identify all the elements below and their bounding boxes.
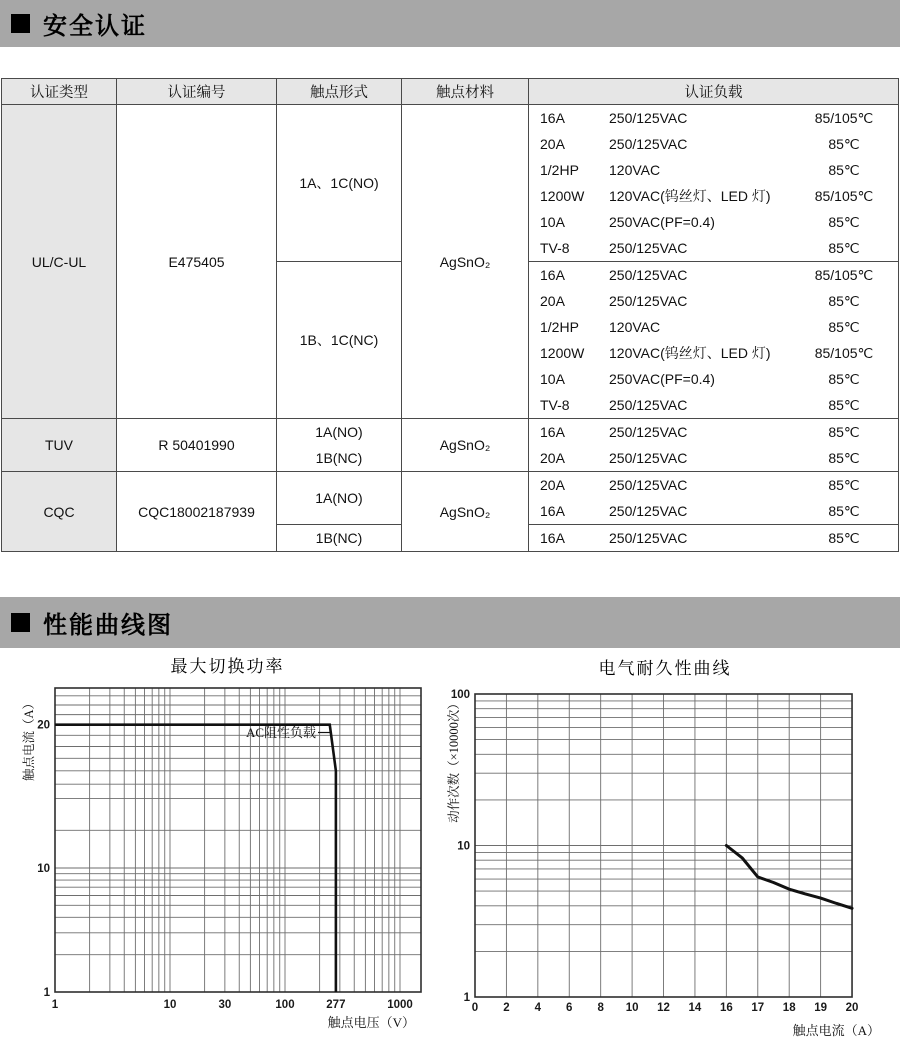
contact-form-cqc-no: 1A(NO) [277,472,402,525]
contact-form-ul-no: 1A、1C(NO) [277,105,402,262]
section-marker-square-icon [11,613,30,632]
load-voltage: 250VAC(PF=0.4) [609,214,715,230]
certification-table [1,78,899,552]
section-marker-square-icon [11,14,30,33]
load-line [529,209,898,235]
load-current: 10A [540,371,565,387]
load-voltage: 250/125VAC [609,530,688,546]
x-tick-label: 18 [782,1002,796,1014]
load-temp: 85℃ [828,449,860,466]
header-cert-number: 认证编号 [117,79,277,105]
header-contact-material: 触点材料 [402,79,529,105]
load-line [529,288,898,314]
load-list [529,105,898,261]
load-line [529,183,898,209]
load-current: 1200W [540,345,585,361]
load-current: 16A [540,503,565,519]
load-cell-tuv [529,419,899,472]
table-row [2,472,899,525]
load-current: 1/2HP [540,162,579,178]
load-line [529,314,898,340]
load-voltage: 250/125VAC [609,477,688,493]
y-tick-label: 10 [37,863,50,875]
x-tick-label: 1 [51,999,59,1011]
load-line [529,340,898,366]
load-line [529,262,898,288]
cert-type-ul: UL/C-UL [2,105,117,419]
load-list [529,525,898,551]
x-tick-label: 0 [471,1002,479,1014]
electrical-endurance-chart [440,676,900,1036]
cert-type-tuv: TUV [2,419,117,472]
load-line [529,366,898,392]
load-temp: 85℃ [828,318,860,335]
x-tick-label: 10 [625,1002,639,1014]
load-voltage: 250/125VAC [609,450,688,466]
load-temp: 85℃ [828,529,860,546]
x-tick-label: 277 [326,999,346,1011]
load-cell-ul-nc [529,262,899,419]
load-current: 20A [540,450,565,466]
load-current: 1/2HP [540,319,579,335]
chart-title-electrical-endurance: 电气耐久性曲线 [598,659,732,678]
load-voltage: 250/125VAC [609,503,688,519]
ac-resistive-load-curve [55,725,336,992]
x-tick-label: 1000 [387,999,413,1011]
load-line [529,235,898,261]
contact-form-tuv-nc: 1B(NC) [315,450,363,466]
load-line [529,157,898,183]
load-temp: 85℃ [828,239,860,256]
x-tick-label: 6 [566,1002,573,1014]
header-cert-load: 认证负载 [529,79,899,105]
cert-number-cqc: CQC18002187939 [117,472,277,552]
load-voltage: 120VAC(钨丝灯、LED 灯) [609,345,771,361]
load-voltage: 120VAC [609,162,661,178]
x-tick-label: 16 [719,1002,733,1014]
y-tick-label: 1 [463,992,470,1004]
load-voltage: 120VAC(钨丝灯、LED 灯) [609,188,771,204]
load-temp: 85/105℃ [814,266,874,283]
grid [475,694,852,997]
load-voltage: 250/125VAC [609,240,688,256]
header-contact-form: 触点形式 [277,79,402,105]
load-temp: 85℃ [828,161,860,178]
load-voltage: 250/125VAC [609,397,688,413]
contact-form-ul-nc: 1B、1C(NC) [277,262,402,419]
load-temp: 85℃ [828,476,860,493]
x-tick-label: 4 [534,1002,542,1014]
load-temp: 85/105℃ [814,187,874,204]
load-list [529,262,898,418]
x-tick-label: 12 [657,1002,670,1014]
load-current: 16A [540,267,565,283]
header-cert-type: 认证类型 [2,79,117,105]
contact-form-tuv-no: 1A(NO) [315,424,363,440]
cert-number-tuv: R 50401990 [117,419,277,472]
contact-form-cqc-nc: 1B(NC) [277,525,402,552]
contact-form-tuv [277,419,402,472]
y-tick-label: 20 [37,719,50,732]
x-axis-label-contact-current: 触点电流（A） [792,1023,880,1038]
contact-material-ul: AgSnO₂ [402,105,529,419]
load-cell-ul-no [529,105,899,262]
load-line [529,498,898,524]
load-voltage: 250/125VAC [609,136,688,152]
x-tick-label: 8 [597,1002,604,1014]
load-temp: 85/105℃ [814,344,874,361]
y-tick-label: 10 [457,840,470,853]
load-line [529,392,898,418]
table-row [2,105,899,262]
load-voltage: 250/125VAC [609,293,688,309]
load-line [529,525,898,551]
load-line [529,419,898,445]
load-current: 20A [540,136,565,152]
x-tick-label: 30 [218,999,232,1011]
load-current: 20A [540,293,565,309]
load-cell-cqc-no [529,472,899,525]
load-current: 16A [540,110,565,126]
section-title-safety: 安全认证 [43,13,147,40]
load-current: TV-8 [540,240,570,256]
contact-material-tuv: AgSnO₂ [402,419,529,472]
table-row [2,419,899,472]
load-current: TV-8 [540,397,570,413]
cert-number-ul: E475405 [117,105,277,419]
load-line [529,472,898,498]
x-tick-label: 20 [845,1002,859,1014]
load-voltage: 250/125VAC [609,267,688,283]
load-cell-cqc-nc [529,525,899,552]
y-axis-label-operations: 动作次数（×10000次） [447,697,461,823]
x-tick-label: 19 [814,1002,828,1014]
load-line [529,105,898,131]
load-voltage: 120VAC [609,319,661,335]
load-temp: 85℃ [828,502,860,519]
load-voltage: 250VAC(PF=0.4) [609,371,715,387]
y-tick-label: 100 [450,689,470,701]
load-current: 1200W [540,188,585,204]
contact-material-cqc: AgSnO₂ [402,472,529,552]
load-current: 16A [540,530,565,546]
y-axis-label-contact-current: 触点电流（A） [22,696,36,782]
y-tick-label: 1 [43,987,50,999]
annotation-ac-resistive-load: AC阻性负载 [245,725,316,740]
load-temp: 85/105℃ [814,109,874,126]
load-line [529,131,898,157]
x-tick-label: 10 [163,999,177,1011]
load-line [529,445,898,471]
load-temp: 85℃ [828,292,860,309]
load-temp: 85℃ [828,370,860,387]
cert-type-cqc: CQC [2,472,117,552]
load-temp: 85℃ [828,135,860,152]
load-current: 10A [540,214,565,230]
x-axis-label-contact-voltage: 触点电压（V） [327,1015,415,1030]
grid [55,688,421,992]
section-header-safety [0,0,900,47]
section-title-curves: 性能曲线图 [43,612,173,639]
x-tick-label: 17 [751,1002,765,1014]
load-temp: 85℃ [828,213,860,230]
x-tick-label: 2 [503,1002,510,1014]
max-switching-power-chart [0,676,440,1026]
load-current: 16A [540,424,565,440]
load-temp: 85℃ [828,396,860,413]
load-list [529,472,898,524]
table-header-row [2,79,899,105]
x-tick-label: 100 [275,999,295,1011]
load-temp: 85℃ [828,423,860,440]
load-voltage: 250/125VAC [609,424,688,440]
load-list [529,419,898,471]
load-voltage: 250/125VAC [609,110,688,126]
section-header-curves [0,597,900,648]
load-current: 20A [540,477,565,493]
chart-title-max-switching-power: 最大切换功率 [170,657,285,676]
x-tick-label: 14 [688,1002,702,1014]
